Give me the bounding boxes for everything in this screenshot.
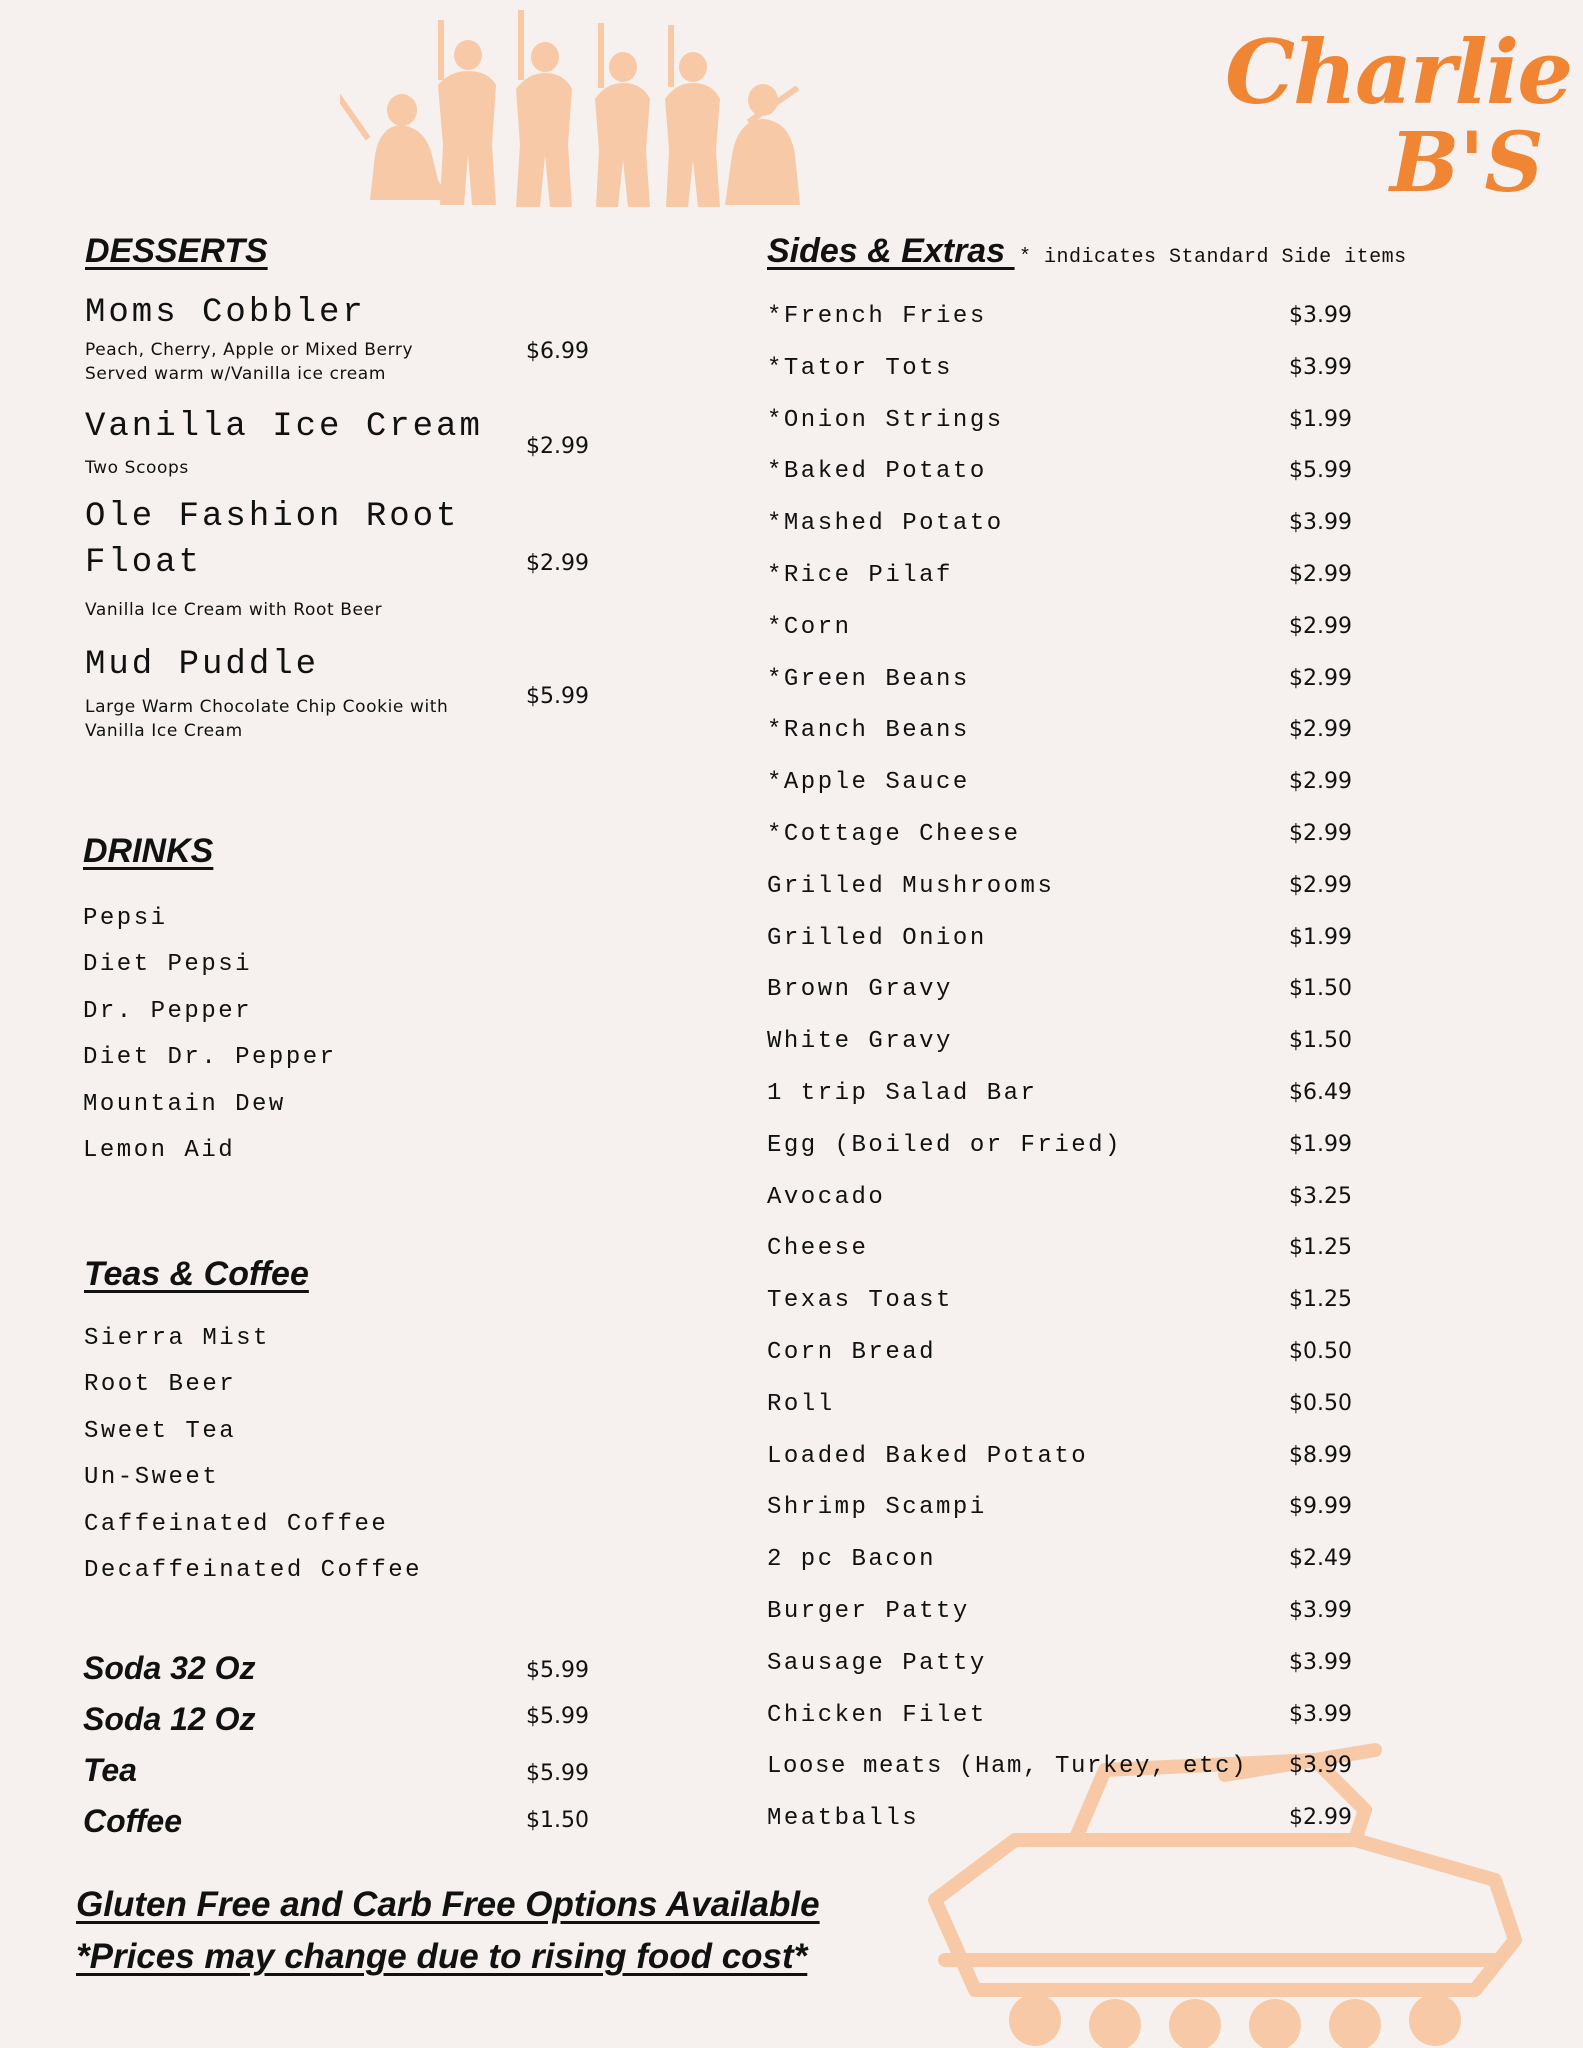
- side-row: [767, 510, 1367, 562]
- size-name: Tea: [83, 1752, 137, 1788]
- side-name: *Apple Sauce: [767, 769, 970, 797]
- side-name: Texas Toast: [767, 1287, 953, 1315]
- side-price: $8.99: [1289, 1442, 1352, 1468]
- size-name: Soda 32 Oz: [83, 1650, 256, 1686]
- side-name: *Corn: [767, 613, 852, 641]
- teas-heading: Teas & Coffee: [84, 1255, 309, 1293]
- drink-item: Dr. Pepper: [83, 997, 253, 1025]
- side-price: $3.99: [1289, 510, 1352, 536]
- side-row: [767, 976, 1367, 1028]
- side-name: Corn Bread: [767, 1338, 937, 1366]
- side-name: Burger Patty: [767, 1597, 970, 1625]
- side-row: [767, 1080, 1367, 1132]
- side-row: [767, 1184, 1367, 1236]
- side-row: [767, 1339, 1367, 1391]
- brand-logo: [1225, 20, 1572, 240]
- soldiers-silhouette-icon: [340, 5, 810, 210]
- side-price: $0.50: [1289, 1390, 1352, 1416]
- dessert-desc: Served warm w/Vanilla ice cream: [85, 364, 386, 384]
- tea-item: Sweet Tea: [84, 1417, 237, 1445]
- side-row: [767, 1443, 1367, 1495]
- side-name: 2 pc Bacon: [767, 1546, 937, 1574]
- side-row: [767, 303, 1367, 355]
- side-price: $3.99: [1289, 1649, 1352, 1675]
- size-price: $1.50: [526, 1808, 589, 1833]
- sides-note: * indicates Standard Side items: [1019, 246, 1407, 269]
- side-name: Meatballs: [767, 1805, 920, 1833]
- side-price: $1.99: [1289, 924, 1352, 950]
- dessert-price: $6.99: [526, 339, 589, 364]
- side-price: $9.99: [1289, 1494, 1352, 1520]
- side-name: *Rice Pilaf: [767, 561, 953, 589]
- side-name: *French Fries: [767, 303, 987, 330]
- side-name: *Tator Tots: [767, 354, 953, 382]
- drink-item: Lemon Aid: [83, 1136, 236, 1164]
- tea-item: Root Beer: [84, 1371, 237, 1399]
- side-price: $1.99: [1289, 406, 1352, 432]
- tea-item: Sierra Mist: [84, 1325, 270, 1352]
- side-name: Cheese: [767, 1235, 869, 1263]
- drink-item: Pepsi: [83, 905, 168, 932]
- dessert-price: $5.99: [526, 684, 589, 709]
- brand-logo-line2: B'S: [1390, 115, 1544, 211]
- side-row: [767, 562, 1367, 614]
- side-row: [767, 1287, 1367, 1339]
- dessert-price: $2.99: [526, 551, 589, 576]
- sides-heading: Sides & Extras: [767, 232, 1015, 270]
- drink-item: Mountain Dew: [83, 1090, 286, 1118]
- side-name: 1 trip Salad Bar: [767, 1079, 1038, 1107]
- side-price: $2.99: [1289, 717, 1352, 743]
- dessert-desc: Vanilla Ice Cream: [85, 721, 243, 741]
- dessert-name: Mud Puddle: [85, 646, 320, 684]
- sides-header: [767, 232, 1407, 271]
- side-price: $0.50: [1289, 1338, 1352, 1364]
- drink-item: Diet Pepsi: [83, 951, 253, 979]
- side-row: [767, 873, 1367, 925]
- side-row: [767, 1132, 1367, 1184]
- drinks-list: [83, 905, 337, 1183]
- side-row: [767, 1494, 1367, 1546]
- dessert-name: Vanilla Ice Cream: [85, 408, 483, 446]
- side-row: [767, 1753, 1367, 1805]
- side-name: Brown Gravy: [767, 976, 953, 1004]
- side-name: White Gravy: [767, 1028, 953, 1056]
- size-name: Coffee: [83, 1803, 182, 1839]
- side-price: $3.99: [1289, 1701, 1352, 1727]
- side-row: [767, 355, 1367, 407]
- side-name: *Ranch Beans: [767, 717, 970, 745]
- side-price: $3.99: [1289, 354, 1352, 380]
- tea-item: Decaffeinated Coffee: [84, 1556, 423, 1584]
- side-price: $2.99: [1289, 820, 1352, 846]
- dessert-price: $2.99: [526, 434, 589, 459]
- brand-logo-line1: Charlie: [1225, 20, 1572, 124]
- side-row: [767, 1702, 1367, 1754]
- size-price: $5.99: [526, 1761, 589, 1786]
- side-price: $3.99: [1289, 1597, 1352, 1623]
- side-price: $5.99: [1289, 458, 1352, 484]
- side-row: [767, 717, 1367, 769]
- side-price: $1.50: [1289, 1028, 1352, 1054]
- side-name: Avocado: [767, 1183, 886, 1211]
- tea-item: Un-Sweet: [84, 1464, 220, 1492]
- side-price: $2.49: [1289, 1546, 1352, 1572]
- side-price: $6.49: [1289, 1079, 1352, 1105]
- sides-list: [767, 303, 1367, 1857]
- side-row: [767, 614, 1367, 666]
- side-row: [767, 666, 1367, 718]
- side-price: $2.99: [1289, 613, 1352, 639]
- side-name: *Baked Potato: [767, 458, 987, 486]
- side-price: $1.25: [1289, 1287, 1352, 1313]
- side-name: Chicken Filet: [767, 1701, 987, 1729]
- dessert-name: Float: [85, 544, 203, 582]
- side-price: $2.99: [1289, 1805, 1352, 1831]
- side-price: $2.99: [1289, 561, 1352, 587]
- dessert-desc: Two Scoops: [85, 458, 189, 478]
- teas-list: [84, 1325, 422, 1603]
- side-row: [767, 1028, 1367, 1080]
- side-row: [767, 1650, 1367, 1702]
- size-price: $5.99: [526, 1658, 589, 1683]
- side-price: $1.25: [1289, 1235, 1352, 1261]
- side-row: [767, 407, 1367, 459]
- side-row: [767, 1235, 1367, 1287]
- dessert-name: Moms Cobbler: [85, 294, 366, 332]
- drink-item: Diet Dr. Pepper: [83, 1044, 337, 1072]
- side-name: *Cottage Cheese: [767, 820, 1021, 848]
- dessert-name: Ole Fashion Root: [85, 498, 460, 536]
- gluten-free-note: Gluten Free and Carb Free Options Available: [76, 1885, 820, 1924]
- side-row: [767, 821, 1367, 873]
- side-price: $3.99: [1289, 1753, 1352, 1779]
- size-name: Soda 12 Oz: [83, 1701, 256, 1737]
- side-row: [767, 458, 1367, 510]
- side-row: [767, 1598, 1367, 1650]
- side-name: Loose meats (Ham, Turkey, etc): [767, 1753, 1248, 1781]
- side-row: [767, 1391, 1367, 1443]
- side-name: Sausage Patty: [767, 1649, 987, 1677]
- side-name: Shrimp Scampi: [767, 1494, 987, 1522]
- side-price: $2.99: [1289, 665, 1352, 691]
- dessert-desc: Vanilla Ice Cream with Root Beer: [85, 600, 383, 620]
- side-name: Loaded Baked Potato: [767, 1442, 1089, 1470]
- side-name: Egg (Boiled or Fried): [767, 1131, 1122, 1159]
- drinks-heading: DRINKS: [83, 832, 214, 870]
- side-price: $2.99: [1289, 872, 1352, 898]
- dessert-desc: Peach, Cherry, Apple or Mixed Berry: [85, 340, 414, 360]
- size-price: $5.99: [526, 1704, 589, 1729]
- side-price: $1.99: [1289, 1131, 1352, 1157]
- side-row: [767, 1546, 1367, 1598]
- side-row: [767, 925, 1367, 977]
- side-name: *Onion Strings: [767, 406, 1004, 434]
- side-row: [767, 769, 1367, 821]
- side-price: $3.99: [1289, 303, 1352, 328]
- side-row: [767, 1805, 1367, 1857]
- side-price: $2.99: [1289, 769, 1352, 795]
- tea-item: Caffeinated Coffee: [84, 1510, 389, 1538]
- side-name: Grilled Onion: [767, 924, 987, 952]
- side-name: *Green Beans: [767, 665, 970, 693]
- side-price: $1.50: [1289, 976, 1352, 1002]
- dessert-desc: Large Warm Chocolate Chip Cookie with: [85, 697, 449, 717]
- side-name: Roll: [767, 1390, 835, 1418]
- price-change-note: *Prices may change due to rising food cost*: [76, 1937, 808, 1976]
- desserts-heading: DESSERTS: [85, 232, 268, 270]
- side-name: *Mashed Potato: [767, 510, 1004, 538]
- side-price: $3.25: [1289, 1183, 1352, 1209]
- side-name: Grilled Mushrooms: [767, 872, 1055, 900]
